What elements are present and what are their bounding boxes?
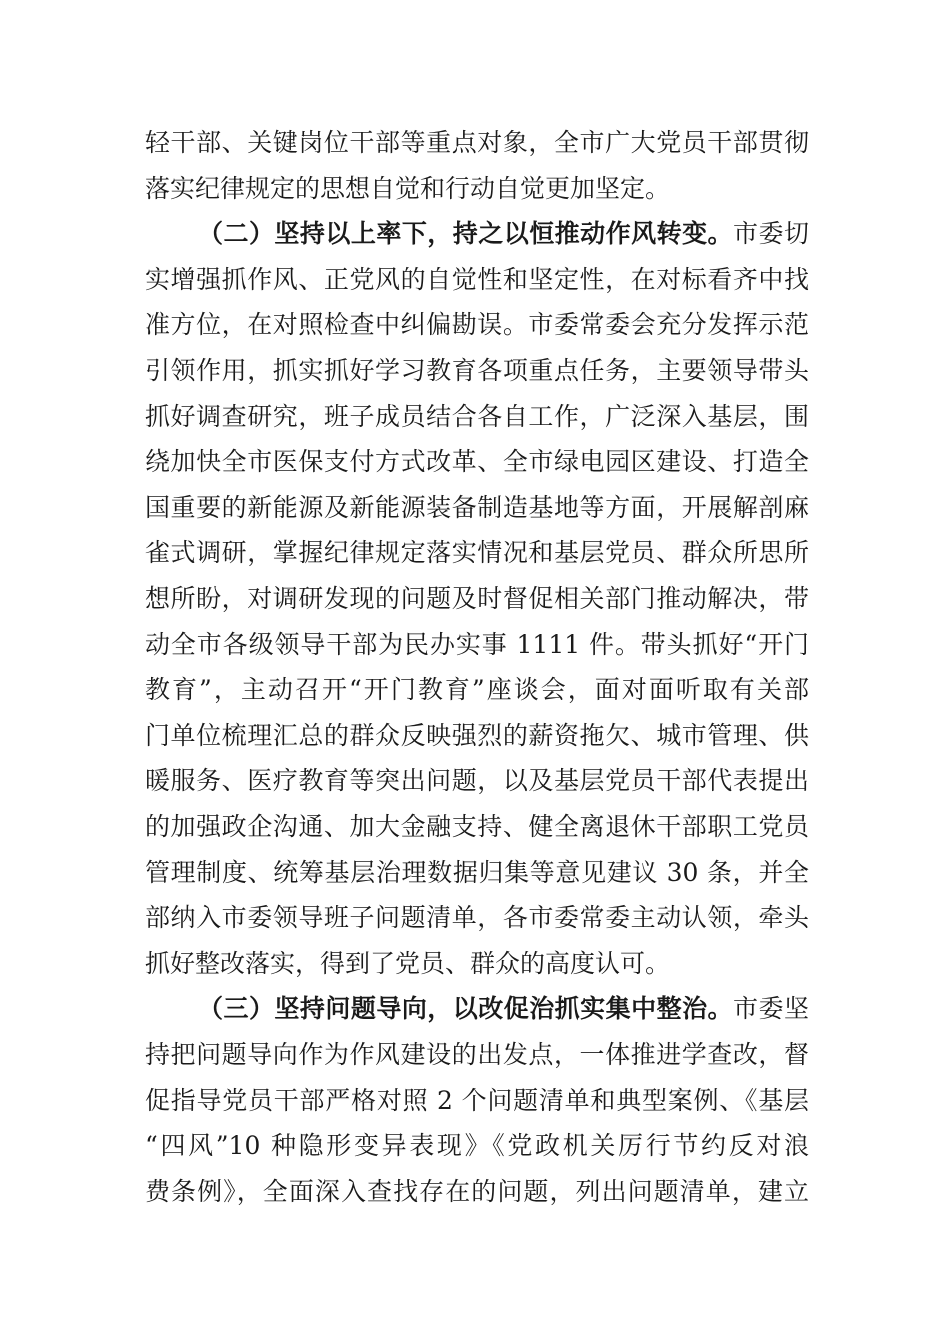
- paragraph-2-last-line: [145, 941, 809, 987]
- paragraph-2-line: [145, 667, 809, 713]
- text-segment: 市委切: [733, 219, 809, 249]
- paragraph-3-first-line: [145, 986, 809, 1032]
- text-line: 促指导党员干部严格对照 2 个问题清单和典型案例、《基层: [145, 1085, 809, 1115]
- paragraph-3-line: [145, 1169, 809, 1215]
- paragraph-2-line: [145, 439, 809, 485]
- paragraph-2-line: [145, 576, 809, 622]
- text-line: “四风”10 种隐形变异表现》《党政机关厉行节约反对浪: [145, 1131, 809, 1161]
- text-line: 教育”，主动召开“开门教育”座谈会，面对面听取有关部: [145, 675, 809, 705]
- text-line: 暖服务、医疗教育等突出问题，以及基层党员干部代表提出: [145, 766, 809, 796]
- section-heading-3: （三）坚持问题导向，以改促治抓实集中整治。: [198, 994, 734, 1024]
- paragraph-2-line: [145, 257, 809, 303]
- text-line: 的加强政企沟通、加大金融支持、健全离退休干部职工党员: [145, 812, 809, 841]
- text-line: 国重要的新能源及新能源装备制造基地等方面，开展解剖麻: [145, 492, 809, 522]
- text-line: 引领作用，抓实抓好学习教育各项重点任务，主要领导带头: [145, 356, 809, 385]
- paragraph-2-line: [145, 348, 809, 394]
- paragraph-2-line: [145, 850, 809, 896]
- text-line: 雀式调研，掌握纪律规定落实情况和基层党员、群众所思所: [145, 538, 809, 568]
- paragraph-2-line: [145, 485, 809, 531]
- paragraph-2-first-line: [145, 211, 809, 257]
- text-line: 费条例》，全面深入查找存在的问题，列出问题清单，建立: [145, 1176, 809, 1206]
- text-line: 轻干部、关键岗位干部等重点对象，全市广大党员干部贯彻: [145, 128, 809, 157]
- paragraph-2-line: [145, 622, 809, 668]
- paragraph-2-line: [145, 804, 809, 850]
- paragraph-continuation: [145, 120, 809, 166]
- paragraph-3-first-line-content: [145, 986, 809, 1032]
- paragraph-2-line: [145, 394, 809, 440]
- paragraph-2-line: [145, 713, 809, 759]
- text-line: 准方位，在对照检查中纠偏勘误。市委常委会充分发挥示范: [145, 310, 809, 340]
- text-line: 抓好整改落实，得到了党员、群众的高度认可。: [145, 948, 671, 978]
- paragraph-2-first-line-content: [145, 211, 809, 257]
- paragraph-2-line: [145, 530, 809, 576]
- text-line: 抓好调查研究，班子成员结合各自工作，广泛深入基层，围: [145, 401, 809, 431]
- text-line: 想所盼，对调研发现的问题及时督促相关部门推动解决，带: [145, 584, 809, 613]
- paragraph-2-line: [145, 302, 809, 348]
- section-heading-2: （二）坚持以上率下，持之以恒推动作风转变。: [198, 219, 734, 249]
- paragraph-3-line: [145, 1032, 809, 1078]
- text-line: 管理制度、统筹基层治理数据归集等意见建议 30 条，并全: [145, 857, 809, 887]
- paragraph-3-line: [145, 1078, 809, 1124]
- text-line: 部纳入市委领导班子问题清单，各市委常委主动认领，牵头: [145, 903, 809, 933]
- text-line: 落实纪律规定的思想自觉和行动自觉更加坚定。: [145, 173, 671, 203]
- paragraph-continuation-end: [145, 166, 809, 212]
- text-line: 动全市各级领导干部为民办实事 1111 件。带头抓好“开门: [145, 629, 809, 659]
- text-line: 门单位梳理汇总的群众反映强烈的薪资拖欠、城市管理、供: [145, 720, 809, 750]
- paragraph-2-line: [145, 758, 809, 804]
- text-line: 实增强抓作风、正党风的自觉性和坚定性，在对标看齐中找: [145, 264, 809, 294]
- text-segment: 市委坚: [733, 994, 809, 1024]
- paragraph-3-line: [145, 1123, 809, 1169]
- text-line: 持把问题导向作为作风建设的出发点，一体推进学查改，督: [145, 1040, 809, 1069]
- text-line: 绕加快全市医保支付方式改革、全市绿电园区建设、打造全: [145, 447, 809, 477]
- paragraph-2-line: [145, 895, 809, 941]
